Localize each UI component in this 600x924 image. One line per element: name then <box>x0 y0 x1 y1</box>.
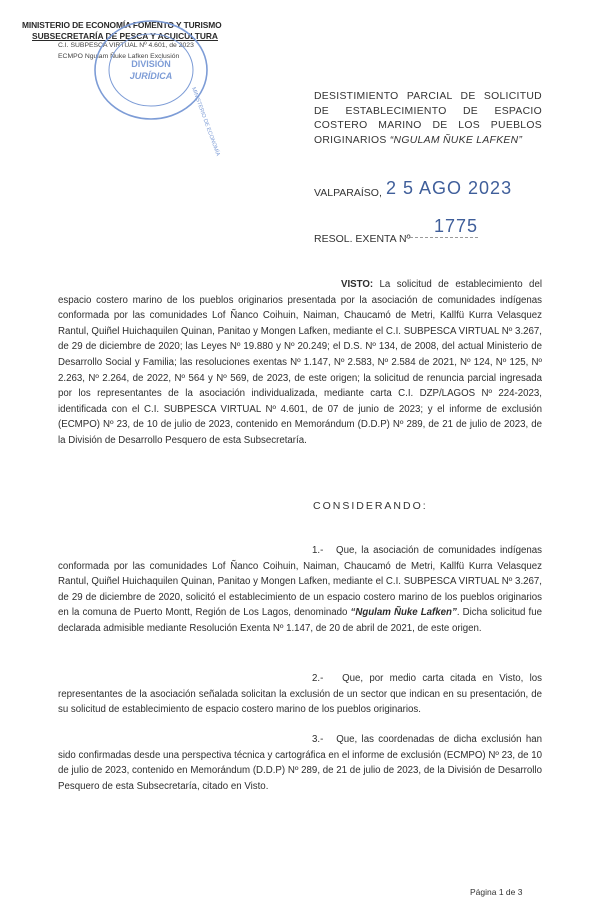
visto-text: La solicitud de establecimiento del espacio costero marino de los pueblos originarios presentada por la asociación de comunidades indígenas conformada por las comunidades Lof Ñanco Coihuin, Naiman, Chaucamó de Metri, Kallfü Kurra Velasquez Rantul, Quiñel Huichaquilen Quinan, Panitao y Mongen Lafken, mediante el C.I. SUBPESCA VIRTUAL Nº 3.267, de 29 de diciembre de 2020; las Leyes Nº 19.880 y Nº 20.249; el D.S. Nº 134, de 2008, del actual Ministerio de Desarrollo Social y Familia; las resoluciones exentas Nº 1.147, Nº 2.583, Nº 2.584 de 2021, Nº 124, Nº 125, Nº 2.263, Nº 2.264, de 2022, Nº 564 y Nº 569, de 2023, de este origen; la solicitud de renuncia parcial ingresada por los representantes de la asociación individualizada, mediante carta C.I. DZP/LAGOS Nº 224-2023, identificada con el C.I. SUBPESCA VIRTUAL Nº 4.601, de 07 de junio de 2023; y el informe de exclusión (ECMPO) Nº 23, de 10 de julio de 2023, contenido en Memorándum (D.D.P) Nº 289, de 21 de julio de 2023, de la División de Desarrollo Pesquero de esta Subsecretaría. <box>58 279 542 446</box>
reference-ci: C.I. SUBPESCA VIRTUAL Nº 4.601, de 2023 <box>58 42 194 50</box>
stamp-outer-ring <box>95 21 207 119</box>
item-text: Que, por medio carta citada en Visto, los representantes de la asociación señalada solicitan la exclusión de un sector que indican en su presentación, de su solicitud de establecimiento de espacio costero marino de los pueblos originarios. <box>58 673 542 716</box>
ministry-name: MINISTERIO DE ECONOMÍA FOMENTO Y TURISMO <box>22 20 222 30</box>
item-number: 2.- <box>312 673 324 684</box>
resolution-title <box>314 90 542 148</box>
considerando-heading: CONSIDERANDO: <box>313 500 428 512</box>
resol-number: 1775 <box>400 216 478 238</box>
division-juridica-stamp <box>92 18 221 158</box>
title-ecmpo-name: “NGULAM ÑUKE LAFKEN” <box>389 134 523 146</box>
page-indicator: Página 1 de 3 <box>470 887 523 897</box>
item-text: Que, la asociación de comunidades indígenas conformada por las comunidades Lof Ñanco Coihuin, Naiman, Chaucamó de Metri, Kallfü Kurra Velasquez Rantul, Quiñel Huichaquilen Quinan, Panitao y Mongen Lafken, mediante el C.I. SUBPESCA VIRTUAL Nº 3.267, de 29 de diciembre de 2020, solicitó el establecimiento de un espacio costero marino de los pueblos originarios en la comuna de Puerto Montt, Región de Los Lagos, denominado <box>58 545 542 619</box>
considerando-item-2 <box>58 671 542 718</box>
visto-paragraph <box>58 277 542 449</box>
item-number: 1.- <box>312 545 324 556</box>
date-stamp: 2 5 AGO 2023 <box>386 178 513 198</box>
stamp-inner-ring <box>109 34 193 106</box>
item-text: Que, las coordenadas de dicha exclusión han sido confirmadas desde una perspectiva técnica y cartográfica en el informe de exclusión (ECMPO) Nº 23, de 10 de julio de 2023, contenido en Memorándum (D.D.P) Nº 289, de 21 de julio de 2023, de la División de Desarrollo Pesquero de esta Subsecretaría, citado en Visto. <box>58 734 542 792</box>
item-number: 3.- <box>312 734 324 745</box>
title-text: DESISTIMIENTO PARCIAL DE SOLICITUD DE ESTABLECIMIENTO DE ESPACIO COSTERO MARINO DE LOS PUEBLOS ORIGINARIOS <box>314 91 542 146</box>
item-ecmpo-name: “Ngulam Ñuke Lafken” <box>350 607 457 619</box>
considerando-item-3 <box>58 732 542 794</box>
subsecretaria-name: SUBSECRETARÍA DE PESCA Y ACUICULTURA <box>32 30 218 41</box>
stamp-ring-text: MINISTERIO DE ECONOMÍA <box>190 86 221 158</box>
visto-label: VISTO: <box>341 279 374 290</box>
resol-label: RESOL. EXENTA Nº <box>314 233 411 245</box>
item-text-end: . Dicha solicitud fue declarada admisible mediante Resolución Exenta Nº 1.147, de 20 de abril de 2021, de este origen. <box>58 607 543 634</box>
reference-ecmpo: ECMPO Ngulam Ñuke Lafken Exclusión <box>58 52 180 60</box>
place-label: VALPARAÍSO, <box>314 187 382 199</box>
stamp-line1: DIVISIÓN <box>131 59 171 69</box>
considerando-item-1 <box>58 543 542 637</box>
stamp-line2: JURÍDICA <box>129 71 173 81</box>
